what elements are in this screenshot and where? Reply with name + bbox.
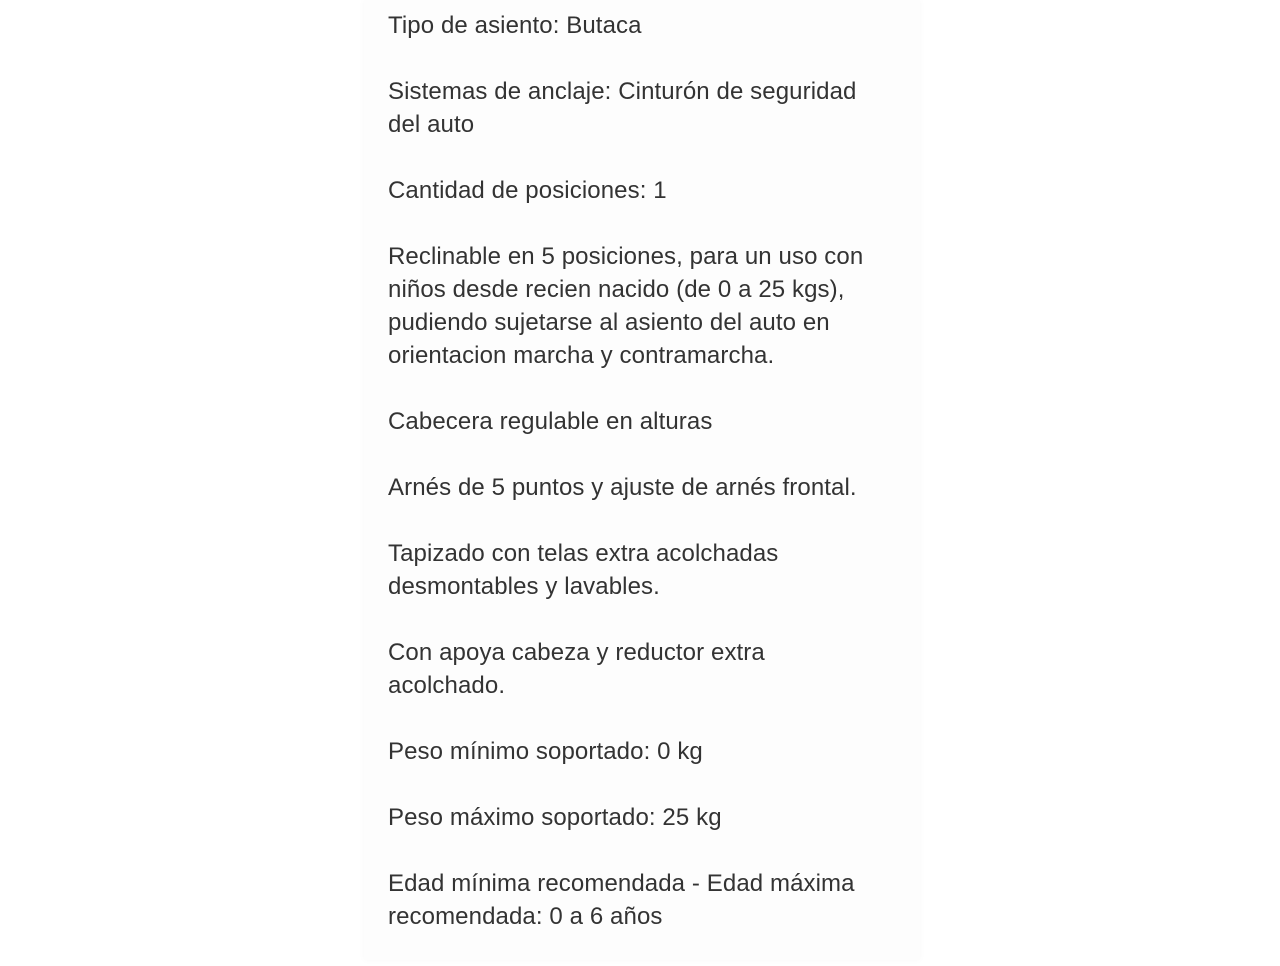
product-description	[388, 9, 900, 966]
upholstery-text: Tapizado con telas extra acolchadas desmontables y lavables.	[388, 540, 779, 600]
harness-text: Arnés de 5 puntos y ajuste de arnés frontal.	[388, 474, 857, 501]
anchoring-system-text: Sistemas de anclaje: Cinturón de seguridad del auto	[388, 78, 857, 138]
product-description-panel	[364, 0, 920, 960]
positions-count-text: Cantidad de posiciones: 1	[388, 177, 667, 204]
age-range-text: Edad mínima recomendada - Edad máxima recomendada: 0 a 6 años	[388, 870, 855, 930]
head-support-text: Con apoya cabeza y reductor extra acolchado.	[388, 639, 765, 699]
reclining-text: Reclinable en 5 posiciones, para un uso con niños desde recien nacido (de 0 a 25 kgs), pudiendo sujetarse al asiento del auto en orientacion marcha y contramarcha.	[388, 243, 864, 369]
max-weight-text: Peso máximo soportado: 25 kg	[388, 804, 722, 831]
headrest-text: Cabecera regulable en alturas	[388, 408, 713, 435]
seat-type-text: Tipo de asiento: Butaca	[388, 12, 642, 39]
min-weight-text: Peso mínimo soportado: 0 kg	[388, 738, 703, 765]
